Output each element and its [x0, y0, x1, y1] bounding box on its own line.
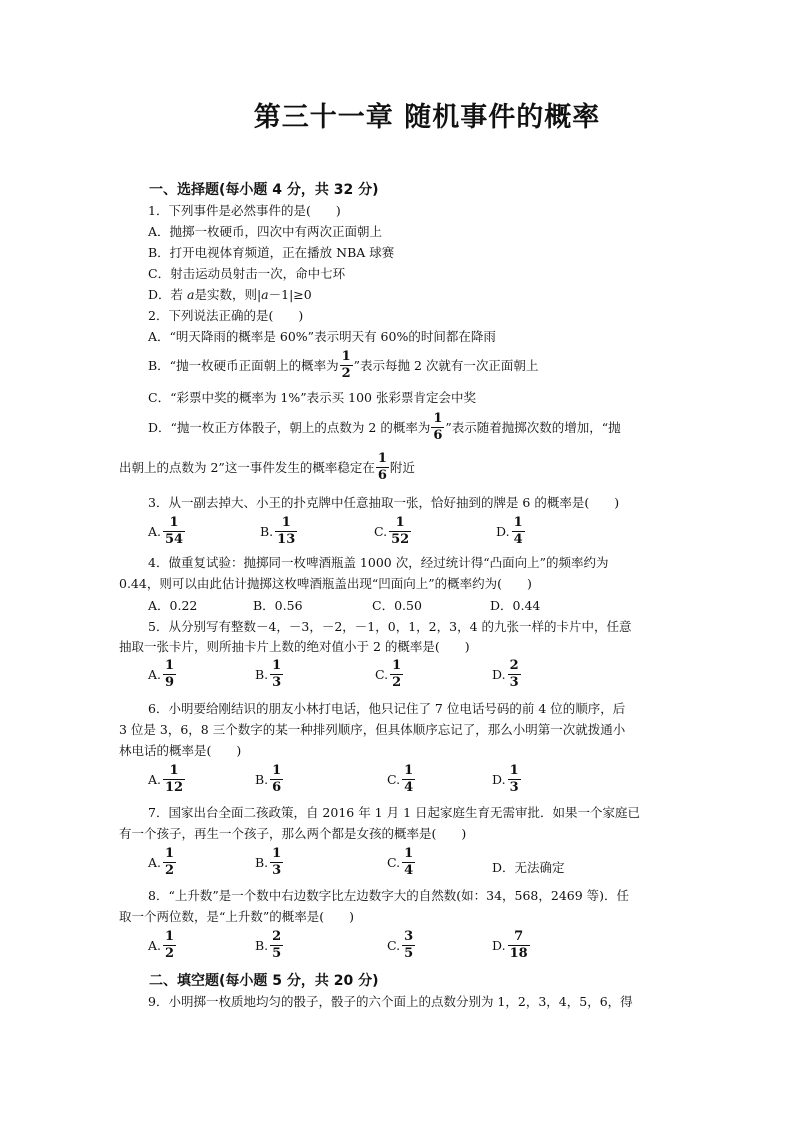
numerator: 1 [433, 411, 443, 426]
q2-d2-fraction [376, 452, 389, 482]
q5-option-d [492, 659, 522, 689]
q6-a-label: A. [148, 771, 162, 787]
q3-option-d [496, 516, 526, 546]
denominator: 2 [165, 945, 175, 961]
q5-c-label: C. [375, 666, 389, 682]
denominator: 6 [377, 467, 387, 483]
q5-b-label: B. [255, 666, 269, 682]
numerator: 7 [514, 929, 524, 944]
q1-d-var: a [187, 287, 195, 302]
q5-option-a [148, 659, 177, 689]
q1-d-mid: 是实数，则| [194, 287, 262, 302]
denominator: 54 [165, 531, 184, 547]
q8-option-d [492, 930, 531, 960]
q1-stem: 1．下列事件是必然事件的是( ) [148, 203, 341, 218]
q7-a-label: A. [148, 854, 162, 870]
q1-d-post: －1|≥0 [268, 287, 312, 302]
q8-b-label: B. [255, 937, 269, 953]
q3-d-label: D. [496, 523, 510, 539]
q8-d-fraction [508, 930, 530, 960]
q5-stem-line1: 5．从分别写有整数－4，－3，－2，－1，0，1，2，3，4 的九张一样的卡片中，任意 [148, 619, 632, 634]
q7-stem-line1: 7．国家出台全面二孩政策，自 2016 年 1 月 1 日起家庭生育无需审批．如果一个家庭已 [148, 805, 641, 820]
q7-a-fraction [163, 847, 176, 877]
denominator: 4 [404, 862, 414, 878]
q9-stem-line1: 9．小明掷一枚质地均匀的骰子，骰子的六个面上的点数分别为 1，2，3，4，5，6，得 [148, 994, 633, 1009]
denominator: 3 [509, 674, 519, 690]
q6-stem-line2: 3 位是 3，6，8 三个数字的某一种排列顺序，但具体顺序忘记了，那么小明第一次就拨通小 [119, 722, 626, 737]
q4-option-c: C．0.50 [372, 598, 422, 613]
q8-stem-line2: 取一个两位数，是“上升数”的概率是( ) [119, 909, 355, 924]
numerator: 1 [169, 763, 179, 778]
q3-b-label: B. [260, 523, 274, 539]
q7-c-label: C. [387, 854, 401, 870]
q6-c-label: C. [387, 771, 401, 787]
denominator: 5 [404, 945, 414, 961]
q2-stem: 2．下列说法正确的是( ) [148, 308, 304, 323]
q7-option-d: D．无法确定 [492, 860, 565, 875]
q2-d-fraction [431, 412, 444, 442]
q2-d-post: ”表示随着抛掷次数的增加，“抛 [445, 420, 621, 436]
q4-option-b: B．0.56 [253, 598, 303, 613]
numerator: 1 [395, 515, 405, 530]
q2-option-b [148, 350, 538, 380]
numerator: 1 [165, 846, 175, 861]
q5-stem-line2: 抽取一张卡片，则所抽卡片上数的绝对值小于 2 的概率是( ) [119, 639, 470, 654]
denominator: 4 [513, 531, 523, 547]
denominator: 2 [392, 674, 402, 690]
q6-option-c [387, 764, 416, 794]
q8-b-fraction [270, 930, 283, 960]
q2-option-a: A．“明天降雨的概率是 60%”表示明天有 60%的时间都在降雨 [148, 329, 496, 344]
numerator: 1 [392, 658, 402, 673]
denominator: 3 [272, 862, 282, 878]
q2-d2-post: 附近 [389, 460, 415, 476]
q2-option-d [148, 412, 621, 442]
q6-d-label: D. [492, 771, 506, 787]
q5-d-label: D. [492, 666, 506, 682]
denominator: 2 [341, 365, 351, 381]
q7-b-label: B. [255, 854, 269, 870]
q8-a-fraction [163, 930, 176, 960]
q5-b-fraction [270, 659, 283, 689]
section-heading-choice: 一、选择题(每小题 4 分，共 32 分) [149, 182, 379, 198]
q3-a-label: A. [148, 523, 162, 539]
numerator: 1 [377, 451, 387, 466]
q2-d2-pre: 出朝上的点数为 2”这一事件发生的概率稳定在 [119, 460, 375, 476]
q1-option-a: A．抛掷一枚硬币，四次中有两次正面朝上 [148, 224, 383, 239]
q8-d-label: D. [492, 937, 506, 953]
numerator: 1 [272, 763, 282, 778]
numerator: 2 [272, 929, 282, 944]
q5-a-fraction [163, 659, 176, 689]
q7-option-b [255, 847, 284, 877]
q4-stem-line1: 4．做重复试验：抛掷同一枚啤酒瓶盖 1000 次，经过统计得“凸面向上”的频率约为 [148, 555, 609, 570]
q8-option-b [255, 930, 284, 960]
q6-option-d [492, 764, 522, 794]
chapter-title: 第三十一章 随机事件的概率 [253, 102, 601, 133]
q8-c-label: C. [387, 937, 401, 953]
q4-stem-line2: 0.44，则可以由此估计抛掷这枚啤酒瓶盖出现“凹面向上”的概率约为( ) [119, 576, 532, 591]
q3-option-a [148, 516, 186, 546]
denominator: 4 [404, 779, 414, 795]
q8-a-label: A. [148, 937, 162, 953]
q6-b-label: B. [255, 771, 269, 787]
denominator: 9 [165, 674, 175, 690]
q3-b-fraction [275, 516, 297, 546]
q3-stem: 3．从一副去掉大、小王的扑克牌中任意抽取一张，恰好抽到的牌是 6 的概率是( ) [148, 495, 620, 510]
q7-stem-line2: 有一个孩子，再生一个孩子，那么两个都是女孩的概率是( ) [119, 826, 467, 841]
q7-c-fraction [402, 847, 415, 877]
q4-option-a: A．0.22 [148, 598, 198, 613]
q6-d-fraction [508, 764, 521, 794]
denominator: 13 [277, 531, 296, 547]
denominator: 6 [433, 427, 443, 443]
q1-d-pre: D．若 [148, 287, 187, 302]
numerator: 1 [169, 515, 179, 530]
q6-c-fraction [402, 764, 415, 794]
q3-c-fraction [389, 516, 411, 546]
q6-a-fraction [163, 764, 185, 794]
q2-b-fraction [340, 350, 353, 380]
q5-option-c [375, 659, 404, 689]
denominator: 52 [391, 531, 410, 547]
q7-b-fraction [270, 847, 283, 877]
denominator: 5 [272, 945, 282, 961]
q1-option-b: B．打开电视体育频道，正在播放 NBA 球赛 [148, 245, 395, 260]
denominator: 3 [509, 779, 519, 795]
section-heading-fill: 二、填空题(每小题 5 分，共 20 分) [149, 973, 379, 989]
q6-stem-line1: 6．小明要给刚结识的朋友小林打电话，他只记住了 7 位电话号码的前 4 位的顺序，后 [148, 701, 626, 716]
q3-c-label: C. [374, 523, 388, 539]
numerator: 1 [272, 658, 282, 673]
q5-d-fraction [508, 659, 521, 689]
denominator: 6 [272, 779, 282, 795]
numerator: 1 [509, 763, 519, 778]
q6-stem-line3: 林电话的概率是( ) [119, 743, 242, 758]
q3-d-fraction [512, 516, 525, 546]
q4-option-d: D．0.44 [490, 598, 541, 613]
q6-option-a [148, 764, 186, 794]
q5-a-label: A. [148, 666, 162, 682]
q1-d-var2: a [261, 287, 269, 302]
q8-c-fraction [402, 930, 415, 960]
q2-b-post: ”表示每抛 2 次就有一次正面朝上 [353, 358, 539, 374]
q6-option-b [255, 764, 284, 794]
numerator: 1 [165, 658, 175, 673]
numerator: 1 [272, 846, 282, 861]
q2-b-pre: B．“抛一枚硬币正面朝上的概率为 [148, 358, 339, 374]
q2-option-d-cont [119, 452, 415, 482]
q8-stem-line1: 8．“上升数”是一个数中右边数字比左边数字大的自然数(如：34，568，2469 等)．任 [148, 888, 630, 903]
q5-option-b [255, 659, 284, 689]
q8-option-c [387, 930, 416, 960]
numerator: 1 [404, 846, 414, 861]
q2-option-c: C．“彩票中奖的概率为 1%”表示买 100 张彩票肯定会中奖 [148, 390, 476, 405]
q1-option-c: C．射击运动员射击一次，命中七环 [148, 266, 346, 281]
numerator: 1 [513, 515, 523, 530]
numerator: 1 [341, 349, 351, 364]
denominator: 3 [272, 674, 282, 690]
q5-c-fraction [390, 659, 403, 689]
q6-b-fraction [270, 764, 283, 794]
numerator: 1 [404, 763, 414, 778]
numerator: 3 [404, 929, 414, 944]
q2-d-pre: D．“抛一枚正方体骰子，朝上的点数为 2 的概率为 [148, 420, 431, 436]
q8-option-a [148, 930, 177, 960]
numerator: 1 [281, 515, 291, 530]
q7-option-a [148, 847, 177, 877]
q1-option-d [148, 289, 312, 302]
numerator: 1 [165, 929, 175, 944]
q3-option-b [260, 516, 298, 546]
q3-option-c [374, 516, 412, 546]
denominator: 2 [165, 862, 175, 878]
q3-a-fraction [163, 516, 185, 546]
denominator: 18 [509, 945, 528, 961]
denominator: 12 [165, 779, 184, 795]
numerator: 2 [509, 658, 519, 673]
q7-option-c [387, 847, 416, 877]
